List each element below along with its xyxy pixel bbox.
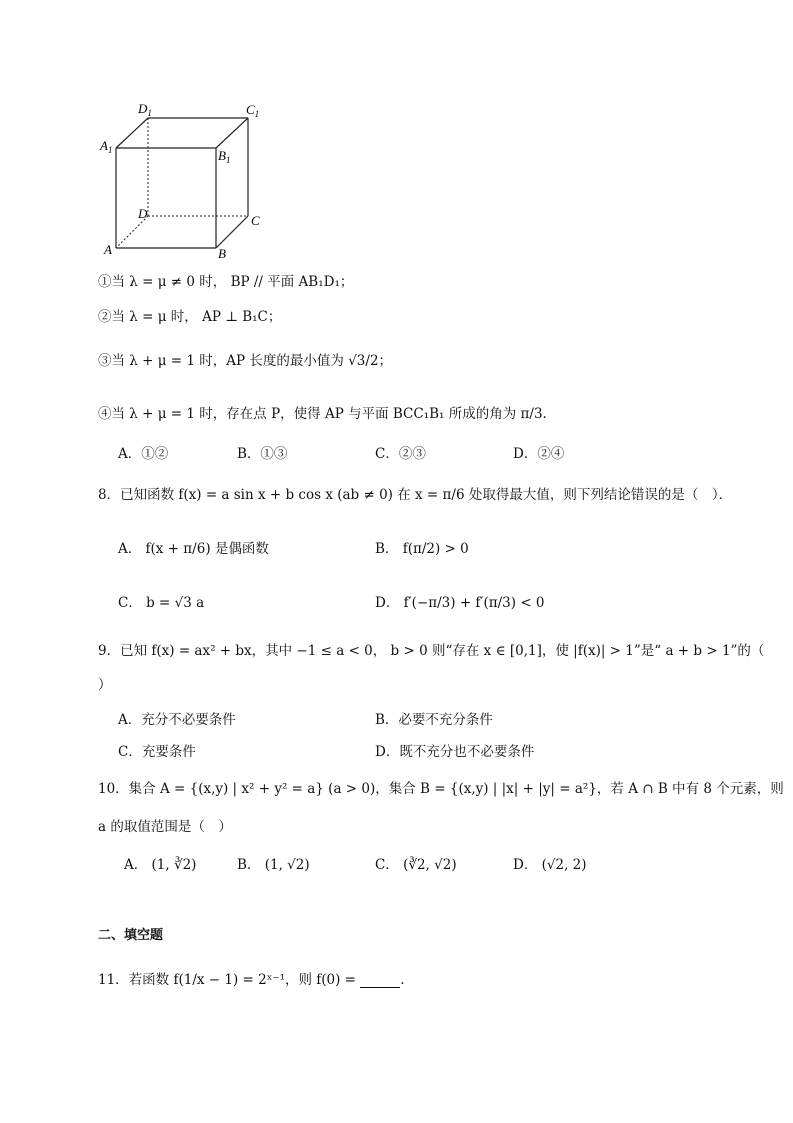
q7-statement-4: ④当 λ + μ = 1 时，存在点 P，使得 AP 与平面 BCC₁B₁ 所成的角为 π/3. bbox=[98, 406, 547, 422]
label-B: B bbox=[218, 246, 226, 261]
q7-option-a[interactable]: A．①② bbox=[118, 446, 169, 462]
label-C1: $C_1$ bbox=[246, 102, 260, 119]
section-heading: 二、填空题 bbox=[98, 928, 164, 943]
label-A: A bbox=[104, 242, 112, 257]
label-C: C bbox=[251, 213, 260, 228]
q10-option-c[interactable]: C． (∛2, √2) bbox=[375, 857, 457, 873]
q9-option-b[interactable]: B．必要不充分条件 bbox=[375, 712, 493, 728]
edge-A1D1 bbox=[116, 118, 148, 148]
label-D: D bbox=[138, 206, 148, 221]
q8-option-d[interactable]: D． f′(−π/3) + f′(π/3) < 0 bbox=[375, 595, 545, 611]
label-A1: $A_1$ bbox=[100, 138, 113, 155]
q9-stem-end: ） bbox=[98, 677, 112, 693]
label-D1: $D_1$ bbox=[138, 101, 152, 118]
q11-answer-blank[interactable] bbox=[360, 973, 400, 988]
edge-C1B1 bbox=[216, 118, 248, 148]
q9-option-d[interactable]: D．既不充分也不必要条件 bbox=[375, 744, 535, 760]
q7-statement-1: ①当 λ = μ ≠ 0 时， BP // 平面 AB₁D₁； bbox=[98, 274, 354, 290]
q8-stem: 8．已知函数 f(x) = a sin x + b cos x (ab ≠ 0) 在 x = π/6 处取得最大值，则下列结论错误的是（ ）． bbox=[98, 487, 733, 503]
q8-option-b[interactable]: B． f(π/2) > 0 bbox=[375, 541, 469, 557]
q7-option-d[interactable]: D．②④ bbox=[513, 446, 565, 462]
q9-option-a[interactable]: A．充分不必要条件 bbox=[118, 712, 236, 728]
cube-diagram bbox=[96, 98, 276, 268]
q10-stem-2: a 的取值范围是（ ） bbox=[98, 819, 232, 835]
q10-option-b[interactable]: B． (1, √2) bbox=[237, 857, 310, 873]
q9-stem: 9．已知 f(x) = ax² + bx，其中 −1 ≤ a < 0， b > 0 则“存在 x ∈ [0,1]，使 |f(x)| > 1”是“ a + b > 1”的（ bbox=[98, 643, 765, 659]
q11-end: . bbox=[400, 972, 405, 988]
cube-figure bbox=[96, 98, 276, 268]
q7-statement-2: ②当 λ = μ 时， AP ⊥ B₁C； bbox=[98, 309, 282, 325]
q10-stem: 10．集合 A = {(x,y) | x² + y² = a} (a > 0)，集合 B = {(x,y) | |x| + |y| = a²}，若 A ∩ B 中有 8 个元素，则 bbox=[98, 781, 784, 797]
q11-stem: 11．若函数 f(1/x − 1) = 2ˣ⁻¹，则 f(0) = bbox=[98, 972, 356, 988]
q7-option-b[interactable]: B．①③ bbox=[237, 446, 288, 462]
q11-row bbox=[98, 970, 405, 990]
label-B1: $B_1$ bbox=[218, 148, 231, 165]
q7-option-c[interactable]: C．②③ bbox=[375, 446, 426, 462]
q10-option-a[interactable]: A． (1, ∛2) bbox=[124, 857, 197, 873]
q10-option-d[interactable]: D． (√2, 2) bbox=[513, 857, 587, 873]
edge-BC bbox=[216, 216, 248, 248]
q8-option-c[interactable]: C． b = √3 a bbox=[118, 595, 205, 611]
q9-option-c[interactable]: C．充要条件 bbox=[118, 744, 196, 760]
q7-statement-3: ③当 λ + μ = 1 时，AP 长度的最小值为 √3/2； bbox=[98, 353, 393, 369]
q8-option-a[interactable]: A． f(x + π/6) 是偶函数 bbox=[118, 541, 269, 557]
